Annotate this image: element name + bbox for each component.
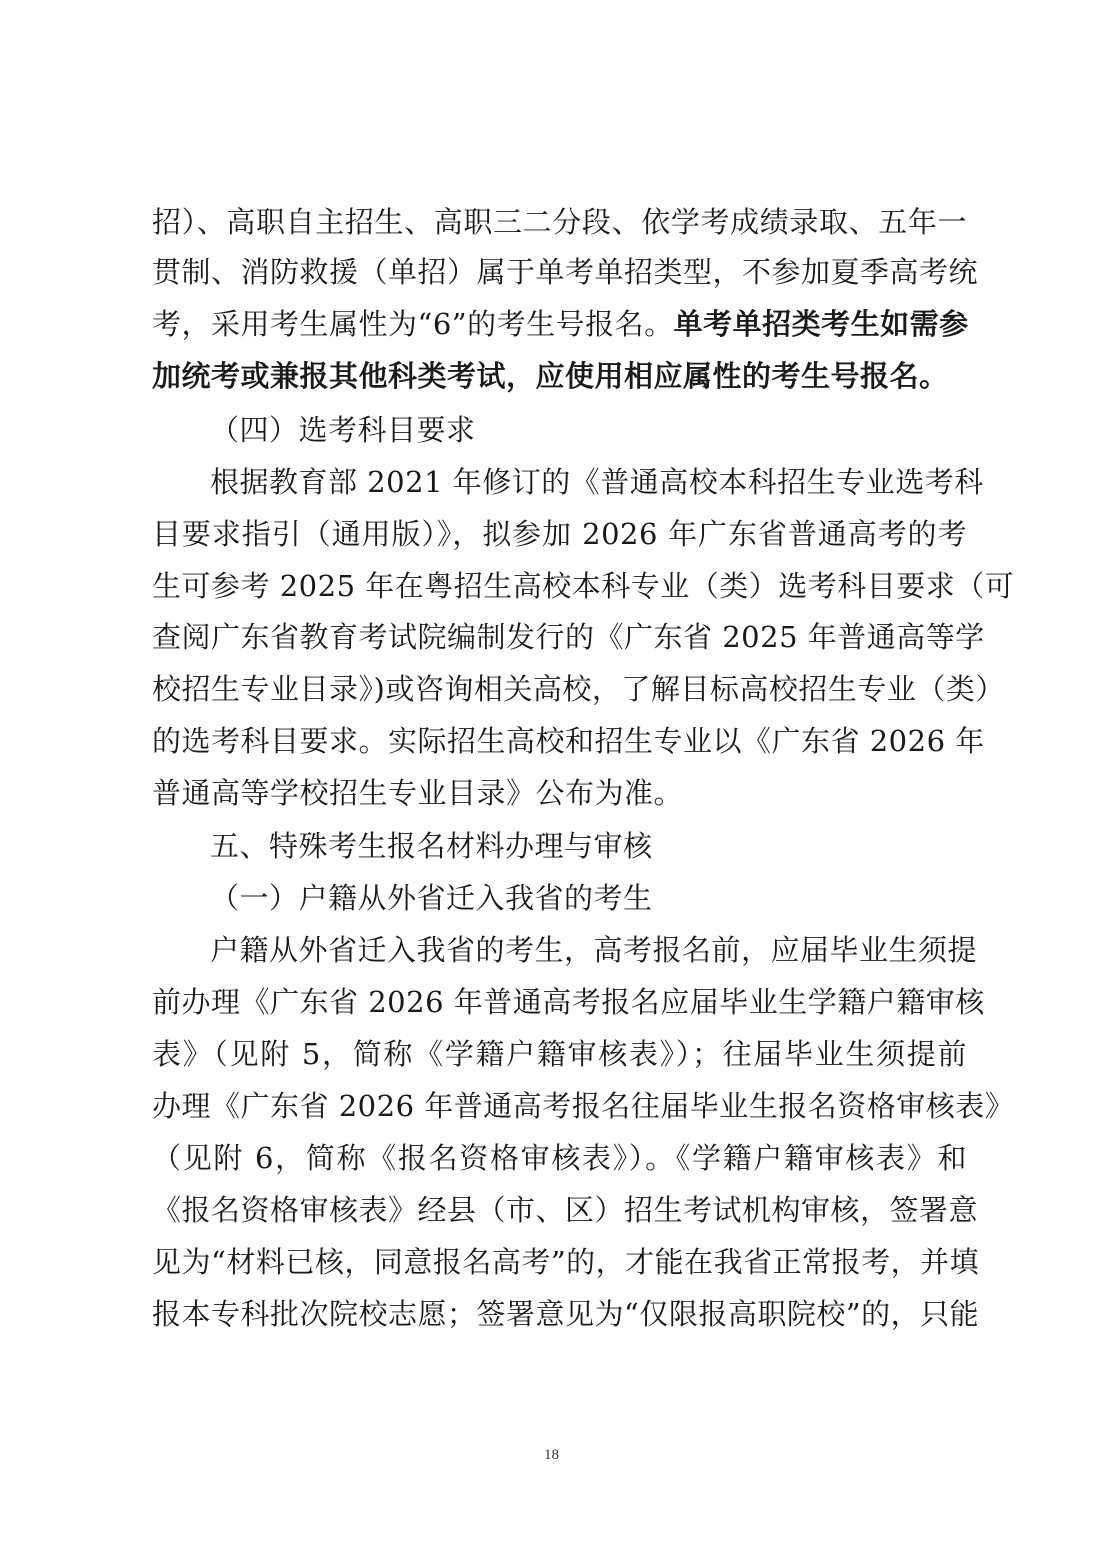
text-line: 招）、高职自主招生、高职三二分段、依学考成绩录取、五年一 (152, 205, 967, 239)
text-line: 户籍从外省迁入我省的考生，高考报名前，应届毕业生须提 (210, 933, 978, 967)
text-line: 贯制、消防救援（单招）属于单考单招类型，不参加夏季高考统 (152, 255, 979, 289)
page-number: 18 (544, 1447, 559, 1463)
bold-text-segment: 单考单招类考生如需参 (673, 307, 969, 341)
text-line: 根据教育部 2021 年修订的《普通高校本科招生专业选考科 (210, 465, 984, 499)
text-line: 的选考科目要求。实际招生高校和招生专业以《广东省 2026 年 (152, 724, 985, 758)
text-line: 普通高等学校招生专业目录》公布为准。 (152, 776, 684, 810)
text-line: 办理《广东省 2026 年普通高考报名往届毕业生报名资格审核表》 (152, 1089, 1015, 1123)
text-line: 生可参考 2025 年在粤招生高校本科专业（类）选考科目要求（可 (152, 569, 1015, 603)
text-line: （见附 6，简称《报名资格审核表》）。《学籍户籍审核表》和 (152, 1141, 967, 1175)
text-line: 目要求指引（通用版）》，拟参加 2026 年广东省普通高考的考 (152, 517, 967, 551)
text-segment: 考，采用考生属性为“6”的考生号报名。 (152, 307, 674, 341)
bold-text-line: 加统考或兼报其他科类考试，应使用相应属性的考生号报名。 (152, 359, 949, 393)
text-line: 《报名资格审核表》经县（市、区）招生考试机构审核，签署意 (152, 1193, 979, 1227)
text-line: 表》（见附 5，简称《学籍户籍审核表》）；往届毕业生须提前 (152, 1037, 967, 1071)
text-line-mixed (152, 302, 967, 346)
text-line: 前办理《广东省 2026 年普通高考报名应届毕业生学籍户籍审核 (152, 985, 985, 1019)
text-line: 校招生专业目录》)或咨询相关高校，了解目标高校招生专业（类） (152, 672, 1005, 706)
text-line: 见为“材料已核，同意报名高考”的，才能在我省正常报考，并填 (152, 1245, 980, 1279)
text-line: 查阅广东省教育考试院编制发行的《广东省 2025 年普通高等学 (152, 620, 985, 654)
text-line: 报本专科批次院校志愿；签署意见为“仅限报高职院校”的，只能 (152, 1297, 980, 1331)
subsection-heading: （一）户籍从外省迁入我省的考生 (210, 881, 653, 915)
subsection-heading: （四）选考科目要求 (210, 413, 476, 447)
section-heading: 五、特殊考生报名材料办理与审核 (210, 829, 653, 863)
